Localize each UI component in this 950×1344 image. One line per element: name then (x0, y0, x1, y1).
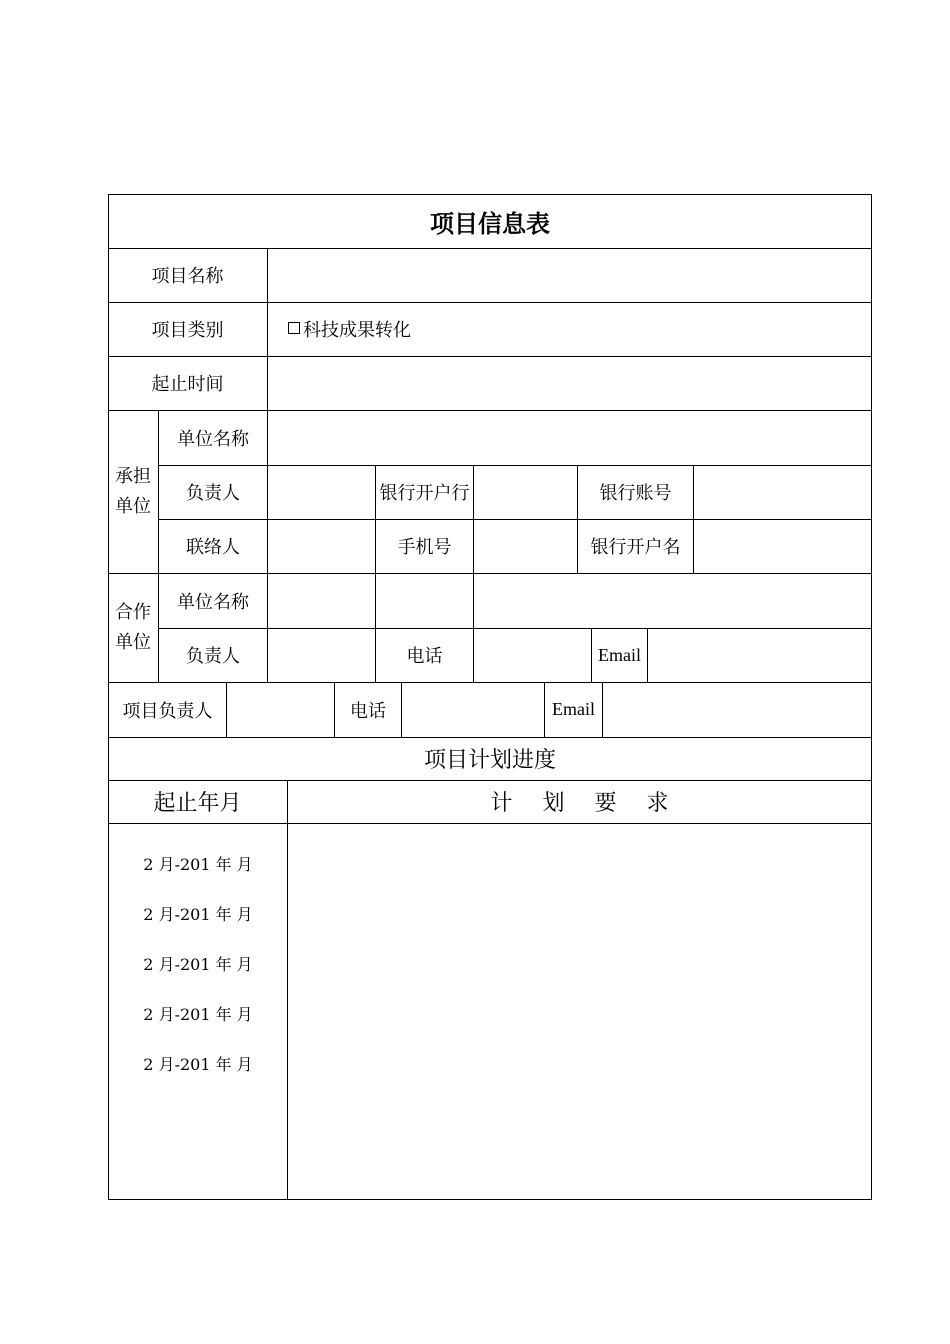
plan-date-row-2: 2 月-201 年 月 (143, 905, 253, 924)
form-title: 项目信息表 (430, 209, 550, 238)
undertaker-account-name-label: 银行开户名 (590, 537, 681, 558)
duration-field[interactable] (268, 356, 871, 410)
undertaker-account-label: 银行账号 (599, 483, 672, 504)
plan-section-title: 项目计划进度 (423, 748, 556, 773)
project-type-label: 项目类别 (151, 320, 224, 341)
project-type-option-label: 科技成果转化 (303, 320, 411, 341)
project-name-label: 项目名称 (151, 266, 224, 287)
undertaker-group-label-line2: 单位 (115, 495, 151, 517)
project-leader-field[interactable] (227, 682, 334, 737)
partner-unit-name-field[interactable] (268, 573, 871, 628)
partner-group-label-line1: 合作 (115, 601, 151, 623)
plan-col-requirement-header: 计划要求 (490, 791, 699, 816)
plan-date-row-5: 2 月-201 年 月 (143, 1055, 253, 1074)
project-leader-phone-label: 电话 (350, 700, 386, 722)
undertaker-leader-field[interactable] (268, 465, 375, 519)
partner-group-label-line2: 单位 (115, 631, 151, 653)
partner-email-field[interactable] (648, 628, 871, 682)
partner-leader-label: 负责人 (186, 646, 240, 667)
partner-phone-field[interactable] (474, 628, 591, 682)
project-leader-email-label: Email (552, 699, 595, 719)
project-leader-email-field[interactable] (603, 682, 871, 737)
project-leader-label: 项目负责人 (122, 700, 213, 722)
project-leader-phone-field[interactable] (402, 682, 544, 737)
undertaker-group-label-line1: 承担 (115, 465, 151, 487)
project-type-option[interactable] (268, 302, 871, 356)
undertaker-contact-label: 联络人 (186, 537, 240, 558)
undertaker-account-name-field[interactable] (694, 519, 871, 573)
undertaker-account-field[interactable] (694, 465, 871, 519)
project-name-field[interactable] (268, 248, 871, 302)
undertaker-bank-field[interactable] (474, 465, 577, 519)
undertaker-unit-name-field[interactable] (268, 410, 871, 465)
partner-phone-label: 电话 (406, 646, 443, 667)
plan-requirement-field[interactable] (288, 824, 871, 1199)
undertaker-group-label (108, 410, 158, 573)
partner-email-label: Email (598, 644, 641, 665)
plan-date-row-3: 2 月-201 年 月 (143, 955, 253, 974)
plan-date-row-4: 2 月-201 年 月 (143, 1005, 253, 1024)
plan-date-row-1: 2 月-201 年 月 (143, 855, 253, 874)
undertaker-unit-name-label: 单位名称 (177, 428, 249, 450)
duration-label: 起止时间 (151, 374, 224, 395)
partner-unit-name-label: 单位名称 (177, 591, 249, 613)
plan-col-date-header: 起止年月 (153, 791, 242, 816)
undertaker-phone-label: 手机号 (397, 537, 452, 558)
undertaker-contact-field[interactable] (268, 519, 375, 573)
undertaker-leader-label: 负责人 (186, 483, 240, 504)
undertaker-phone-field[interactable] (474, 519, 577, 573)
partner-group-label (108, 573, 158, 682)
partner-leader-field[interactable] (268, 628, 375, 682)
undertaker-bank-label: 银行开户行 (379, 483, 470, 504)
checkbox-icon[interactable] (288, 322, 300, 334)
